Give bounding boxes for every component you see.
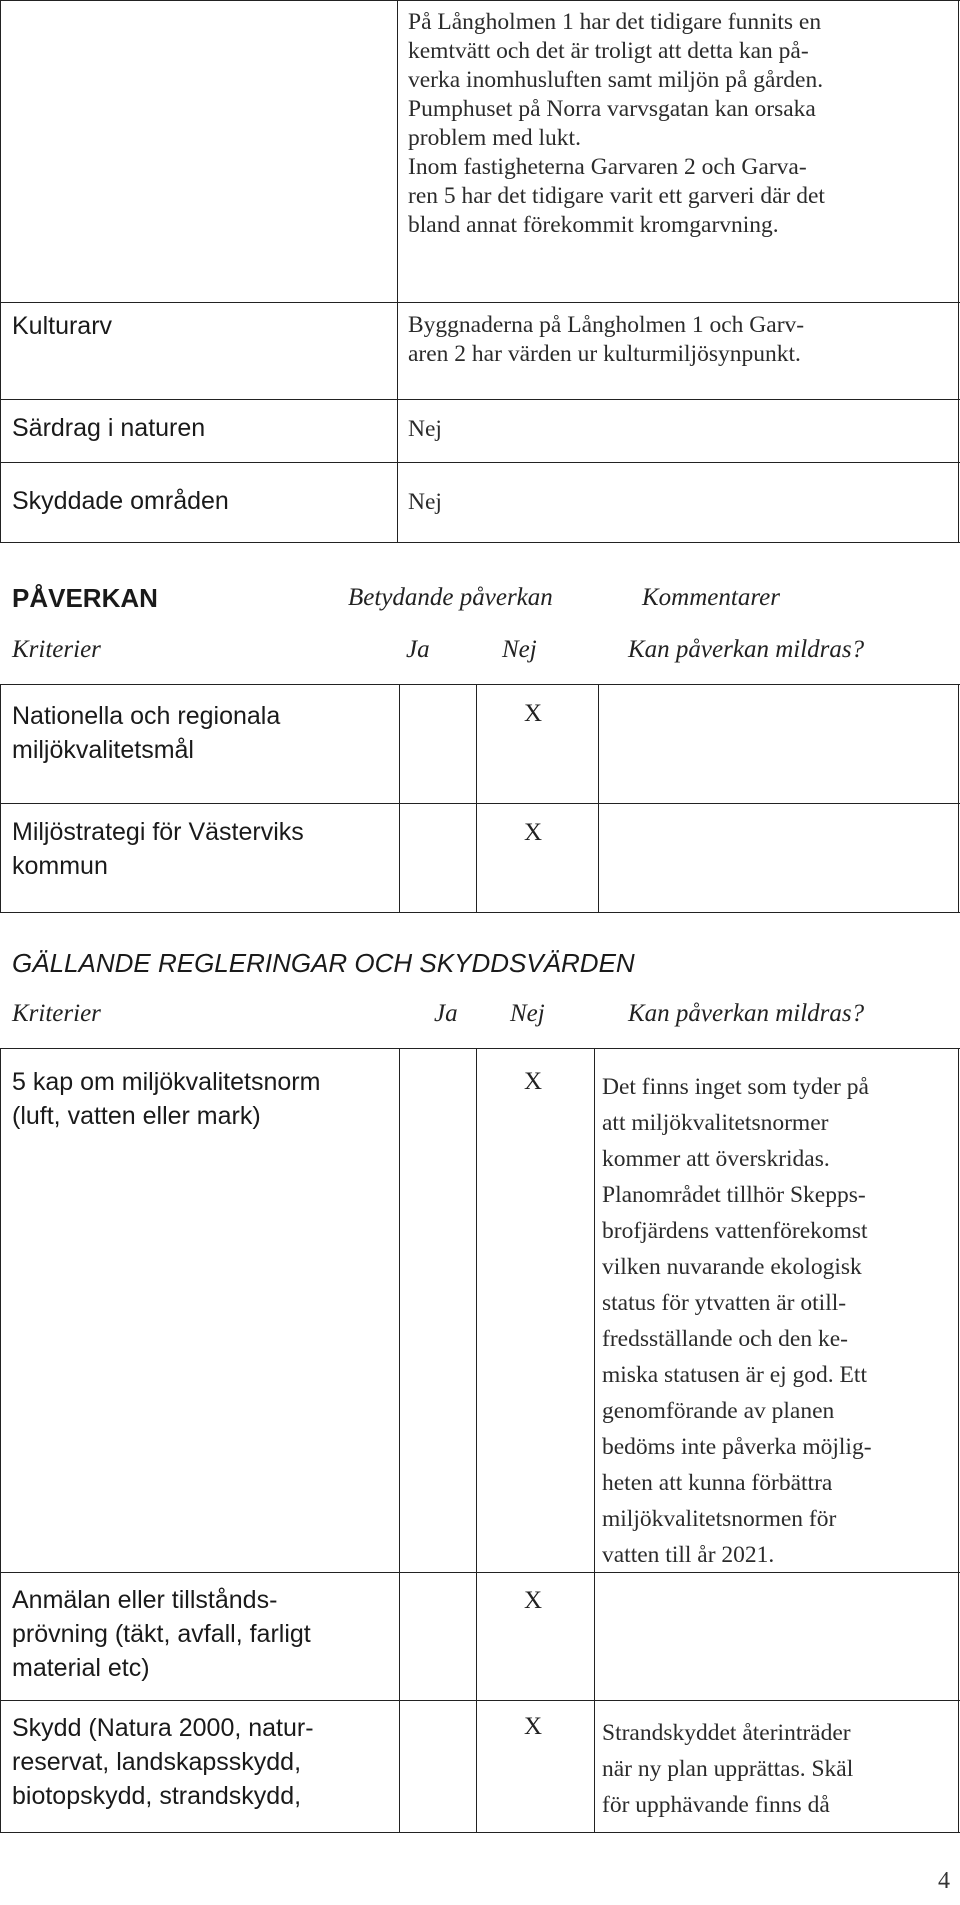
text-line: miljökvalitetsmål bbox=[12, 736, 194, 764]
text-line: problem med lukt. bbox=[408, 125, 581, 151]
table2-column-divider bbox=[399, 684, 400, 912]
row-label-tillstandsprovning bbox=[12, 1583, 311, 1685]
row-value-skyddade bbox=[408, 488, 442, 517]
text-line: biotopskydd, strandskydd, bbox=[12, 1782, 302, 1810]
section-heading: PÅVERKAN bbox=[12, 583, 158, 613]
contamination-text bbox=[408, 8, 953, 240]
text-line: 5 kap om miljökvalitetsnorm bbox=[12, 1068, 321, 1096]
table1-row-divider bbox=[0, 302, 960, 303]
nej-mark: X bbox=[524, 1713, 543, 1740]
table1-column-divider bbox=[397, 0, 398, 542]
column-header-nej: Nej bbox=[502, 636, 537, 663]
text-line: när ny plan upprättas. Skäl bbox=[602, 1756, 854, 1782]
row-value-kulturarv bbox=[408, 311, 953, 369]
table3-left-border bbox=[0, 1048, 1, 1832]
text-line: prövning (täkt, avfall, farligt bbox=[12, 1620, 311, 1648]
row-label-miljokvalitetsmal bbox=[12, 699, 280, 767]
page-number: 4 bbox=[938, 1868, 950, 1894]
text-line: ren 5 har det tidigare varit ett garveri där det bbox=[408, 183, 825, 209]
text-line: att miljökvalitetsnormer bbox=[602, 1110, 829, 1136]
table2-top-border bbox=[0, 684, 960, 685]
table3-right-border bbox=[958, 1048, 959, 1832]
nej-mark: X bbox=[524, 1068, 543, 1095]
text-line: Nej bbox=[408, 489, 442, 515]
column-header-mildras: Kan påverkan mildras? bbox=[628, 1000, 865, 1027]
text-line: genomförande av planen bbox=[602, 1398, 835, 1424]
text-line: vilken nuvarande ekologisk bbox=[602, 1254, 862, 1280]
text-line: för upphävande finns då bbox=[602, 1792, 830, 1818]
table1-right-border bbox=[958, 0, 959, 542]
text-line: status för ytvatten är otill- bbox=[602, 1290, 847, 1316]
table2-column-divider bbox=[598, 684, 599, 912]
text-line: Det finns inget som tyder på bbox=[602, 1074, 869, 1100]
text-line: Inom fastigheterna Garvaren 2 och Garva- bbox=[408, 154, 807, 180]
column-header-kriterier: Kriterier bbox=[12, 1000, 101, 1027]
text-line: material etc) bbox=[12, 1654, 150, 1682]
text-line: miljökvalitetsnormen för bbox=[602, 1506, 837, 1532]
column-header-ja: Ja bbox=[434, 1000, 458, 1027]
table2-right-border bbox=[958, 684, 959, 912]
text-line: reservat, landskapsskydd, bbox=[12, 1748, 302, 1776]
text-line: På Långholmen 1 har det tidigare funnits en bbox=[408, 9, 822, 35]
text-line: Pumphuset på Norra varvsgatan kan orsaka bbox=[408, 96, 816, 122]
nej-mark: X bbox=[524, 700, 543, 727]
row-value-sardrag bbox=[408, 415, 442, 444]
table3-bottom-border bbox=[0, 1832, 960, 1833]
text-line: verka inomhusluften samt miljön på gården. bbox=[408, 67, 824, 93]
table2-bottom-border bbox=[0, 912, 960, 913]
table1-bottom-border bbox=[0, 542, 960, 543]
table3-column-divider bbox=[476, 1048, 477, 1832]
section-heading: GÄLLANDE REGLERINGAR OCH SKYDDSVÄRDEN bbox=[12, 948, 635, 978]
column-header-nej: Nej bbox=[510, 1000, 545, 1027]
text-line: fredsställande och den ke- bbox=[602, 1326, 848, 1352]
table3-row-divider bbox=[0, 1700, 960, 1701]
table1-row-divider bbox=[0, 399, 960, 400]
column-header-kriterier: Kriterier bbox=[12, 636, 101, 663]
text-line: Anmälan eller tillstånds- bbox=[12, 1586, 278, 1614]
text-line: aren 2 har värden ur kulturmiljösynpunkt. bbox=[408, 341, 801, 367]
text-line: kommun bbox=[12, 852, 108, 880]
table3-column-divider bbox=[594, 1048, 595, 1832]
nej-mark: X bbox=[524, 819, 543, 846]
text-line: vatten till år 2021. bbox=[602, 1542, 775, 1568]
text-line: Byggnaderna på Långholmen 1 och Garv- bbox=[408, 312, 805, 338]
table2-left-border bbox=[0, 684, 1, 912]
row-label-miljostrategi bbox=[12, 815, 304, 883]
column-header-mildras: Kan påverkan mildras? bbox=[628, 636, 865, 663]
text-line: Nej bbox=[408, 416, 442, 442]
row-label-skydd bbox=[12, 1711, 314, 1813]
column-heading-kommentarer: Kommentarer bbox=[642, 584, 780, 611]
table1-left-border bbox=[0, 0, 1, 542]
row-comment-miljokvalitetsnorm bbox=[602, 1069, 954, 1573]
text-line: brofjärdens vattenförekomst bbox=[602, 1218, 868, 1244]
text-line: Planområdet tillhör Skepps- bbox=[602, 1182, 866, 1208]
table2-row-divider bbox=[0, 803, 960, 804]
text-line: Nationella och regionala bbox=[12, 702, 281, 730]
text-line: Strandskyddet återinträder bbox=[602, 1720, 851, 1746]
row-label-miljokvalitetsnorm bbox=[12, 1065, 320, 1133]
text-line: heten att kunna förbättra bbox=[602, 1470, 833, 1496]
text-line: miska statusen är ej god. Ett bbox=[602, 1362, 867, 1388]
row-label-sardrag: Särdrag i naturen bbox=[12, 414, 206, 442]
table3-top-border bbox=[0, 1048, 960, 1049]
row-label-skyddade: Skyddade områden bbox=[12, 487, 229, 515]
table3-column-divider bbox=[399, 1048, 400, 1832]
text-line: kommer att överskridas. bbox=[602, 1146, 830, 1172]
text-line: bland annat förekommit kromgarvning. bbox=[408, 212, 779, 238]
paragraph bbox=[408, 8, 953, 153]
text-line: kemtvätt och det är troligt att detta kan på- bbox=[408, 38, 809, 64]
nej-mark: X bbox=[524, 1587, 543, 1614]
text-line: bedöms inte påverka möjlig- bbox=[602, 1434, 872, 1460]
table2-column-divider bbox=[476, 684, 477, 912]
row-label-kulturarv: Kulturarv bbox=[12, 312, 113, 340]
table1-row-divider bbox=[0, 462, 960, 463]
text-line: Skydd (Natura 2000, natur- bbox=[12, 1714, 314, 1742]
text-line: (luft, vatten eller mark) bbox=[12, 1102, 261, 1130]
paragraph bbox=[408, 153, 953, 240]
column-heading-betydande: Betydande påverkan bbox=[348, 584, 553, 611]
row-comment-skydd bbox=[602, 1715, 954, 1823]
table1-top-border bbox=[0, 0, 960, 1]
column-header-ja: Ja bbox=[406, 636, 430, 663]
text-line: Miljöstrategi för Västerviks bbox=[12, 818, 304, 846]
